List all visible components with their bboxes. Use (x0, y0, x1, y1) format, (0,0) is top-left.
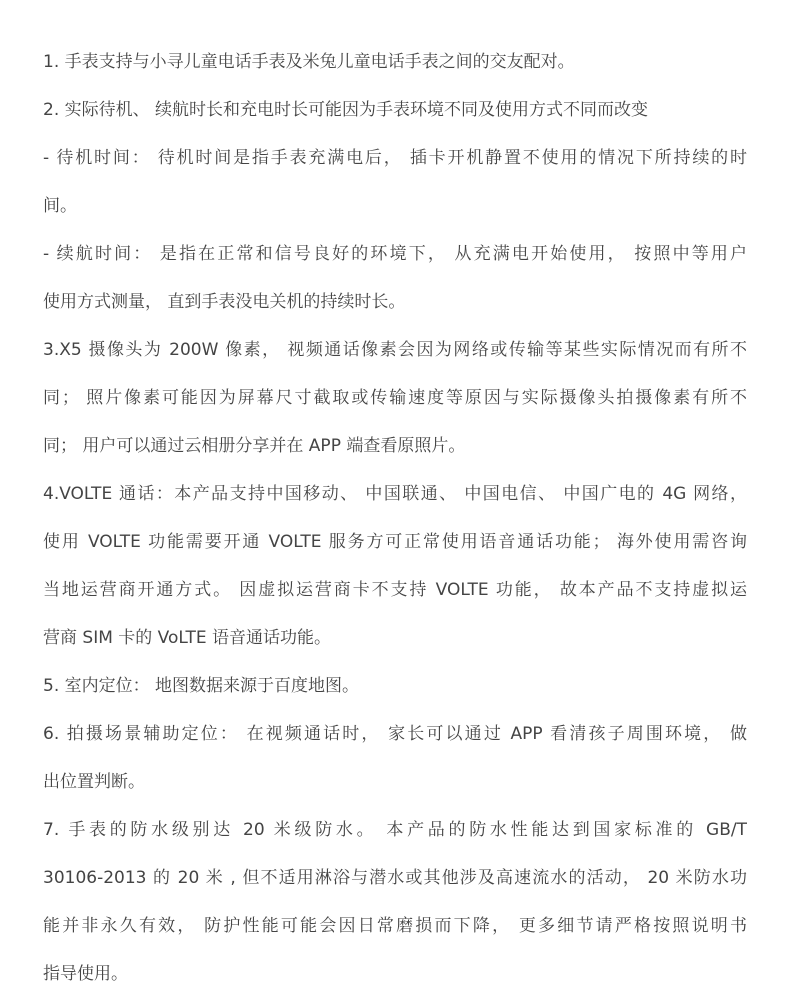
text-line: 营商 SIM 卡的 VoLTE 语音通话功能。 (43, 628, 332, 648)
text-line: 5. 室内定位： 地图数据来源于百度地图。 (43, 676, 360, 696)
text-line: - 续航时间： 是指在正常和信号良好的环境下， 从充满电开始使用， 按照中等用户 (43, 244, 747, 264)
product-notes-document (43, 38, 747, 998)
text-line: 1. 手表支持与小寻儿童电话手表及米兔儿童电话手表之间的交友配对。 (43, 52, 575, 72)
note-paragraph (43, 38, 747, 86)
text-line: 出位置判断。 (43, 772, 145, 792)
note-paragraph (43, 710, 747, 806)
text-line: - 待机时间： 待机时间是指手表充满电后， 插卡开机静置不使用的情况下所持续的时 (43, 148, 747, 168)
note-paragraph (43, 326, 747, 470)
text-line: 使用 VOLTE 功能需要开通 VOLTE 服务方可正常使用语音通话功能； 海外使用需咨询 (43, 532, 747, 552)
text-line: 同； 照片像素可能因为屏幕尺寸截取或传输速度等原因与实际摄像头拍摄像素有所不 (43, 388, 747, 408)
text-line: 7. 手表的防水级别达 20 米级防水。 本产品的防水性能达到国家标准的 GB/T (43, 820, 747, 840)
text-line: 30106-2013 的 20 米 , 但不适用淋浴与潜水或其他涉及高速流水的活动， 20 米防水功 (43, 868, 747, 888)
note-paragraph (43, 86, 747, 134)
text-line: 同； 用户可以通过云相册分享并在 APP 端查看原照片。 (43, 436, 466, 456)
text-line: 指导使用。 (43, 964, 128, 984)
text-line: 能并非永久有效， 防护性能可能会因日常磨损而下降， 更多细节请严格按照说明书 (43, 916, 747, 936)
note-paragraph (43, 662, 747, 710)
text-line: 4.VOLTE 通话：本产品支持中国移动、 中国联通、 中国电信、 中国广电的 4G 网络， (43, 484, 747, 504)
text-line: 2. 实际待机、 续航时长和充电时长可能因为手表环境不同及使用方式不同而改变 (43, 100, 649, 120)
text-line: 间。 (43, 196, 77, 216)
text-line: 使用方式测量， 直到手表没电关机的持续时长。 (43, 292, 406, 312)
text-line: 6. 拍摄场景辅助定位： 在视频通话时， 家长可以通过 APP 看清孩子周围环境， 做 (43, 724, 747, 744)
note-paragraph (43, 134, 747, 230)
text-line: 当地运营商开通方式。 因虚拟运营商卡不支持 VOLTE 功能， 故本产品不支持虚拟运 (43, 580, 747, 600)
text-line: 3.X5 摄像头为 200W 像素， 视频通话像素会因为网络或传输等某些实际情况而有所不 (43, 340, 747, 360)
note-paragraph (43, 470, 747, 662)
note-paragraph (43, 230, 747, 326)
note-paragraph (43, 806, 747, 998)
